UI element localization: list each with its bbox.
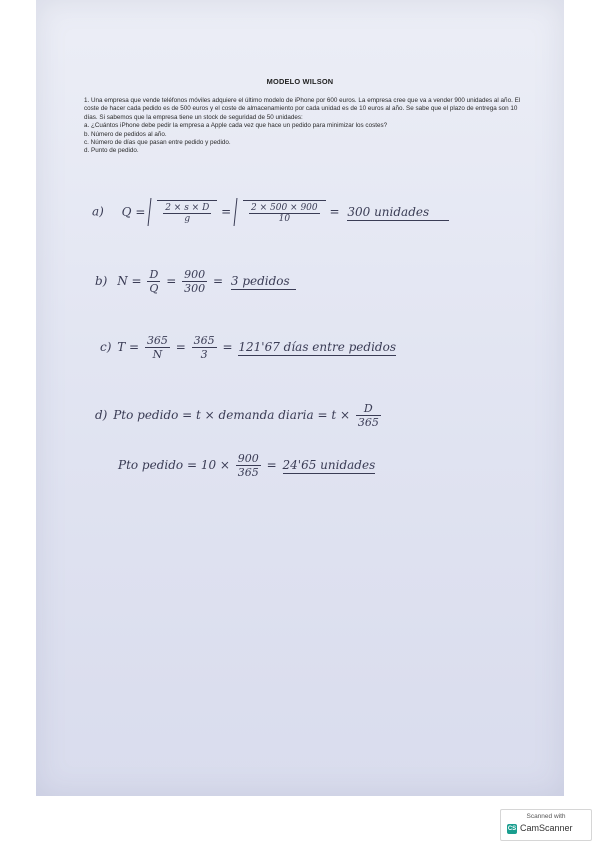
answer-b-label: b)	[95, 274, 108, 288]
answer-c: c) T = $\frac{365}{N}$ = $\frac{365}{3}$ = 121'67 días entre pedidos	[100, 334, 396, 361]
answer-d-result: 24'65 unidades	[282, 458, 376, 472]
answer-d-line2: Pto pedido = 10 × $\frac{900}{365}$ = 24'65 unidades	[118, 452, 376, 479]
answer-b-result: 3 pedidos	[231, 274, 296, 290]
fraction-values: $\frac{365}{3}$	[193, 334, 215, 361]
question-c: c. Número de días que pasan entre pedido y pedido.	[84, 139, 231, 147]
problem-statement	[84, 97, 530, 156]
sqrt-symbol	[149, 200, 217, 224]
answer-a: a) Q = $\frac{2 \times s \times D}{g}$ = $\frac{2 \times 500 \times 900}{10}$ = 300 unidades	[92, 200, 449, 224]
answer-d-line1: d) Pto pedido = t × demanda diaria = t × $\frac{D}{365}$	[95, 402, 379, 429]
camscanner-badge	[500, 809, 592, 841]
answer-a-lhs: Q =	[121, 204, 146, 219]
question-a: a. ¿Cuántos iPhone debe pedir la empresa a Apple cada vez que hace un pedido para minimizar los costes?	[84, 122, 388, 130]
problem-intro: 1. Una empresa que vende teléfonos móviles adquiere el último modelo de iPhone por 600 euros. La empresa cree que va a vender 900 unidades al año. El coste de hacer cada pedido es de 500 euros y el coste de almacenamiento por cada unidad es de 10 euros al año. Se sabe que el plazo de entrega son 10 días. Si sabemos que la empresa tiene un stock de seguridad de 50 unidades:	[84, 97, 521, 121]
answer-a-result: 300 unidades	[347, 205, 449, 221]
fraction-d-over-365: $\frac{D}{365}$	[357, 402, 379, 429]
camscanner-name: CamScanner	[520, 823, 573, 833]
scanned-with-text: Scanned with	[526, 813, 566, 820]
sqrt-symbol-values	[235, 200, 326, 224]
question-d: d. Punto de pedido.	[84, 147, 139, 155]
answer-c-label: c)	[100, 340, 112, 354]
fraction-formula: $\frac{365}{N}$	[146, 334, 168, 361]
question-b: b. Número de pedidos al año.	[84, 130, 167, 138]
answer-c-result: 121'67 días entre pedidos	[238, 340, 396, 354]
camscanner-logo-icon: CS	[507, 826, 517, 832]
fraction-values: $\frac{2 \times 500 \times 900}{10}$	[251, 203, 318, 224]
fraction-values: $\frac{900}{300}$	[184, 268, 206, 295]
answer-b: b) N = $\frac{D}{Q}$ = $\frac{900}{300}$ = 3 pedidos	[95, 268, 296, 295]
fraction-formula: $\frac{D}{Q}$	[149, 268, 159, 295]
document-title: MODELO WILSON	[266, 77, 334, 86]
fraction-formula: $\frac{2 \times s \times D}{g}$	[165, 203, 210, 224]
fraction-values: $\frac{900}{365}$	[237, 452, 259, 479]
answer-d-label: d)	[95, 408, 108, 422]
answer-a-label: a)	[92, 204, 104, 219]
